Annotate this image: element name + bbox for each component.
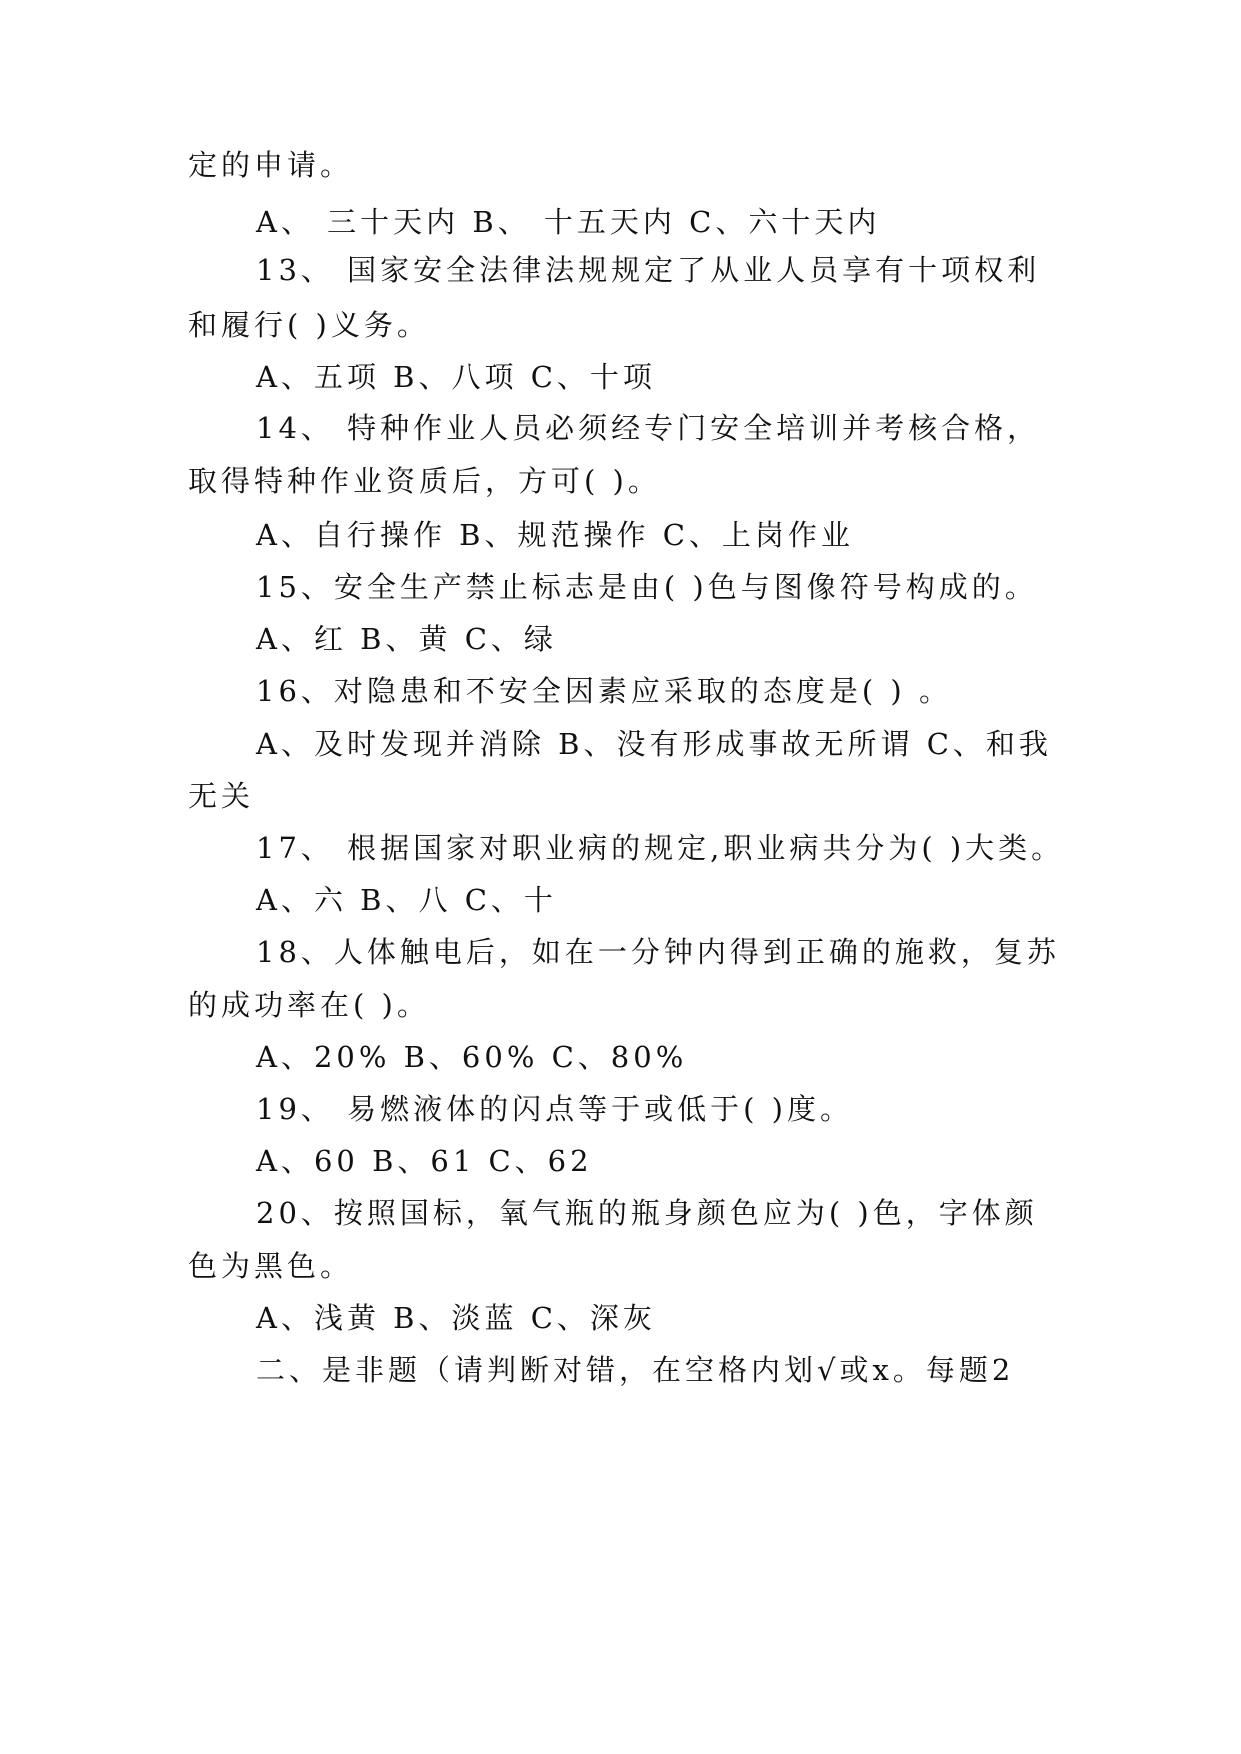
question-17-text: 17、 根据国家对职业病的规定,职业病共分为( )大类。 xyxy=(256,831,1065,865)
question-16-options-cont: 无关 xyxy=(188,779,255,813)
question-19-options: A、60 B、61 C、62 xyxy=(256,1144,593,1178)
question-15-options: A、红 B、黄 C、绿 xyxy=(256,622,557,656)
question-18-text: 18、人体触电后，如在一分钟内得到正确的施救，复苏 xyxy=(256,935,1060,969)
question-17-options: A、六 B、八 C、十 xyxy=(256,883,557,917)
question-16-options: A、及时发现并消除 B、没有形成事故无所谓 C、和我 xyxy=(256,727,1052,761)
question-13-options: A、五项 B、八项 C、十项 xyxy=(256,360,656,394)
question-13-text-cont: 和履行( )义务。 xyxy=(188,308,430,342)
question-20-options: A、浅黄 B、淡蓝 C、深灰 xyxy=(256,1301,656,1335)
question-13-text: 13、 国家安全法律法规规定了从业人员享有十项权利 xyxy=(256,253,1041,287)
question-12-options: A、 三十天内 B、 十五天内 C、六十天内 xyxy=(256,205,881,239)
question-19-text: 19、 易燃液体的闪点等于或低于( )度。 xyxy=(256,1092,853,1126)
section-2-heading: 二、是非题（请判断对错，在空格内划√或x。每题2 xyxy=(256,1353,1015,1387)
question-18-text-cont: 的成功率在( )。 xyxy=(188,988,430,1022)
question-18-options: A、20% B、60% C、80% xyxy=(256,1040,688,1074)
question-14-options: A、自行操作 B、规范操作 C、上岗作业 xyxy=(256,518,854,552)
question-20-text: 20、按照国标，氧气瓶的瓶身颜色应为( )色，字体颜 xyxy=(256,1196,1038,1230)
question-12-text-end: 定的申请。 xyxy=(188,148,354,182)
question-15-text: 15、安全生产禁止标志是由( )色与图像符号构成的。 xyxy=(256,570,1038,604)
question-16-text: 16、对隐患和不安全因素应采取的态度是( ) 。 xyxy=(256,674,952,708)
question-20-text-cont: 色为黑色。 xyxy=(188,1249,354,1283)
question-14-text-cont: 取得特种作业资质后，方可( )。 xyxy=(188,464,661,498)
question-14-text: 14、 特种作业人员必须经专门安全培训并考核合格， xyxy=(256,411,1041,445)
